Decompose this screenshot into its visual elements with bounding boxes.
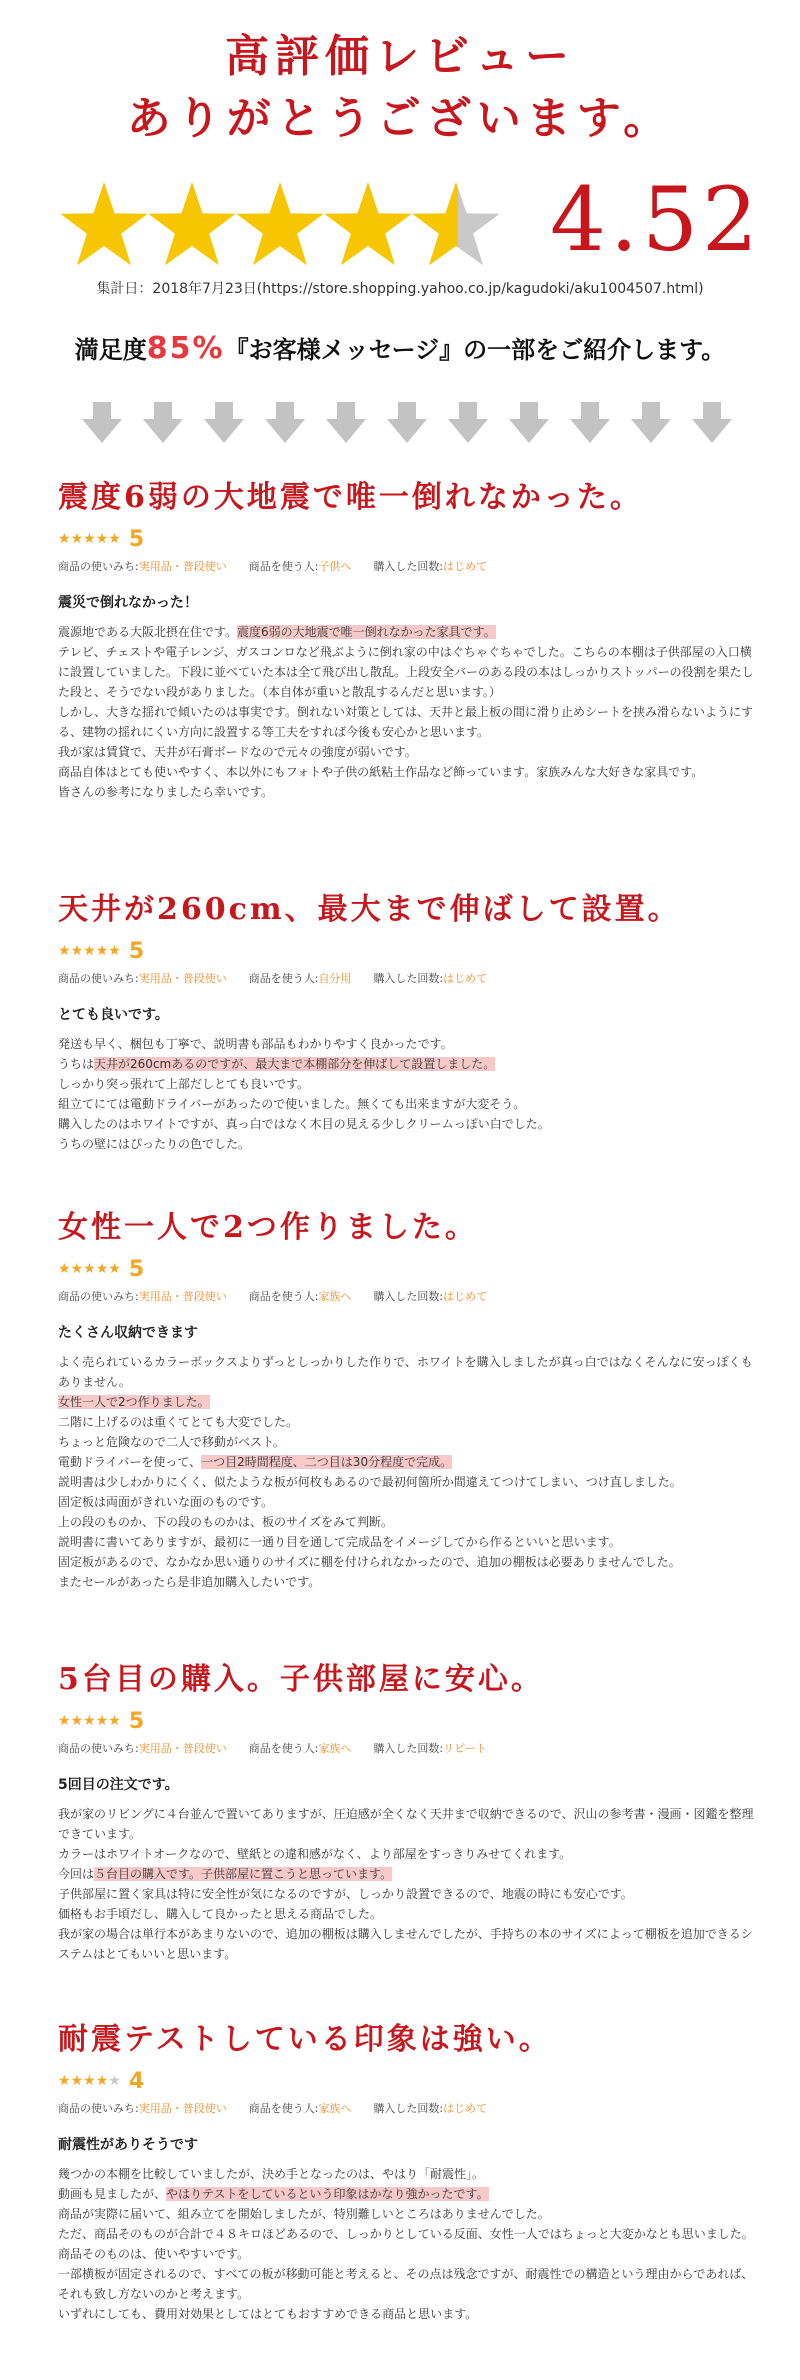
review-title: 震度6弱の大地震で唯一倒れなかった。 bbox=[58, 480, 643, 515]
review-score: 4 bbox=[128, 2068, 145, 2094]
count-label: 購入した回数: bbox=[373, 1290, 444, 1303]
count-label: 購入した回数: bbox=[373, 2102, 444, 2115]
star-icon bbox=[60, 182, 147, 265]
star-partial-icon bbox=[412, 182, 499, 265]
review-line: 商品が実際に届いて、組み立てを開始しましたが、特別難しいところはありませんでした。 bbox=[58, 2207, 550, 2221]
collect-date: 集計日：2018年7月23日(https://store.shopping.yahoo.co.jp/kagudoki/aku1004507.html) bbox=[96, 281, 704, 297]
user-value: 家族へ bbox=[318, 1290, 352, 1303]
user-value: 子供へ bbox=[318, 560, 352, 573]
review-card bbox=[58, 1208, 758, 1592]
review-line: テレビ、チェストや電子レンジ、ガスコンロなど飛ぶように倒れ家の中はぐちゃぐちゃでした。こちらの本棚は子供部屋の入口横に設置していました。下段に並べていた本は全て飛び出し散乱。上段安全バーのある段の本はしっかりストッパーの役割を果たした段と、そうでない段がありました。（本自体が重いと散乱するんだと思います。） bbox=[58, 645, 754, 699]
review-stars bbox=[58, 1708, 758, 1734]
review-heading: 耐震性がありそうです bbox=[58, 2137, 198, 2153]
star-icon bbox=[236, 182, 323, 265]
count-value: はじめて bbox=[443, 1290, 488, 1303]
satisfaction-prefix: 満足度 bbox=[74, 336, 147, 364]
count-label: 購入した回数: bbox=[373, 560, 444, 573]
review-line: 電動ドライバーを使って、一つ目2時間程度、二つ目は30分程度で完成。 bbox=[58, 1455, 453, 1469]
review-line: 動画も見ましたが、やはりテストをしているという印象はかなり強かったです。 bbox=[58, 2187, 489, 2201]
highlight-text: やはりテストをしているという印象はかなり強かったです。 bbox=[166, 2187, 489, 2201]
highlight-text: ５台目の購入です。子供部屋に置こうと思っています。 bbox=[94, 1867, 393, 1881]
review-line: またセールがあったら是非追加購入したいです。 bbox=[58, 1575, 321, 1589]
star-icon: ★ bbox=[83, 1713, 96, 1729]
highlight-text: 震度6弱の大地震で唯一倒れなかった家具です。 bbox=[237, 625, 496, 639]
usage-value: 実用品・普段使い bbox=[138, 560, 227, 573]
user-value: 自分用 bbox=[318, 972, 352, 985]
review-line: しかし、大きな揺れで傾いたのは事実です。倒れない対策としては、天井と最上板の間に滑り止めシートを挟み滑らないようにする、建物の揺れにくい方向に設置する等工夫をすれば今後も安心かと思います。 bbox=[58, 705, 754, 739]
review-line: 震源地である大阪北摂在住です。震度6弱の大地震で唯一倒れなかった家具です。 bbox=[58, 625, 496, 639]
star-icon: ★ bbox=[108, 943, 121, 959]
star-icon: ★ bbox=[95, 1713, 109, 1729]
review-line: 子供部屋に置く家具は特に安全性が気になるのですが、しっかり設置できるので、地震の時にも安心です。 bbox=[58, 1887, 633, 1901]
user-label: 商品を使う人: bbox=[248, 1290, 319, 1303]
review-heading: たくさん収納できます bbox=[58, 1325, 198, 1341]
review-card bbox=[58, 478, 758, 802]
star-icon: ★ bbox=[108, 1261, 121, 1277]
star-icon: ★ bbox=[70, 1713, 84, 1729]
review-line: 今回は５台目の購入です。子供部屋に置こうと思っています。 bbox=[58, 1867, 393, 1881]
star-icon: ★ bbox=[58, 943, 71, 959]
review-line: よく売られているカラーボックスよりずっとしっかりした作りで、ホワイトを購入しましたが真っ白ではなくそんなに安っぽくもありません。 bbox=[58, 1355, 753, 1389]
review-meta bbox=[58, 1740, 758, 1756]
overall-rating bbox=[58, 168, 762, 278]
review-stars bbox=[58, 1256, 758, 1282]
review-meta bbox=[58, 2100, 758, 2116]
user-value: 家族へ bbox=[318, 1742, 352, 1755]
review-body bbox=[58, 622, 758, 802]
review-line: 説明書は少しわかりにくく、似たような板が何枚もあるので最初何箇所か間違えてつけてしまい、つけ直しました。 bbox=[58, 1475, 682, 1489]
review-stars bbox=[58, 938, 758, 964]
star-icon: ★ bbox=[58, 2073, 71, 2089]
usage-label: 商品の使いみち: bbox=[58, 2102, 139, 2115]
user-label: 商品を使う人: bbox=[248, 560, 319, 573]
review-meta bbox=[58, 970, 758, 986]
satisfaction-suffix: 『お客様メッセージ』の一部をご紹介します。 bbox=[224, 336, 726, 364]
usage-label: 商品の使いみち: bbox=[58, 560, 139, 573]
review-line: 幾つかの本棚を比較していましたが、決め手となったのは、やはり「耐震性」。 bbox=[58, 2167, 485, 2181]
review-score: 5 bbox=[128, 1708, 145, 1734]
review-line: ただ、商品そのものが合計で４８キロほどあるので、しっかりとしている反面、女性一人ではちょっと大変かなとも思いました。 bbox=[58, 2227, 754, 2241]
review-line: 上の段のものか、下の段のものかは、板のサイズをみて判断。 bbox=[58, 1515, 394, 1529]
user-value: 家族へ bbox=[318, 2102, 352, 2115]
count-value: はじめて bbox=[443, 2102, 488, 2115]
star-icon: ★ bbox=[108, 531, 121, 547]
review-line: 固定板があるので、なかなか思い通りのサイズに棚を付けられなかったので、追加の棚板は必要ありませんでした。 bbox=[58, 1555, 681, 1569]
star-icon: ★ bbox=[95, 943, 109, 959]
review-line: ちょっと危険なので二人で移動がベスト。 bbox=[58, 1435, 285, 1449]
highlight-text: 女性一人で2つ作りました。 bbox=[58, 1395, 210, 1409]
count-value: はじめて bbox=[443, 972, 488, 985]
star-icon: ★ bbox=[108, 2073, 121, 2089]
satisfaction-percent: 85% bbox=[146, 331, 225, 366]
star-icon: ★ bbox=[58, 1261, 71, 1277]
review-title: 天井が260cm、最大まで伸ばして設置。 bbox=[58, 892, 681, 927]
count-label: 購入した回数: bbox=[373, 1742, 444, 1755]
usage-label: 商品の使いみち: bbox=[58, 1742, 139, 1755]
review-line: 二階に上げるのは重くてとても大変でした。 bbox=[58, 1415, 299, 1429]
review-body bbox=[58, 1352, 758, 1592]
star-icon: ★ bbox=[70, 531, 84, 547]
count-value: リピート bbox=[443, 1742, 487, 1755]
star-icon: ★ bbox=[58, 1713, 71, 1729]
review-heading: 震災で倒れなかった！ bbox=[58, 595, 198, 611]
review-body bbox=[58, 1034, 758, 1154]
star-icon: ★ bbox=[95, 2073, 109, 2089]
down-arrows bbox=[80, 402, 730, 452]
star-icon: ★ bbox=[108, 1713, 121, 1729]
star-icon: ★ bbox=[83, 943, 96, 959]
title-line-2: ありがとうございます。 bbox=[126, 93, 674, 144]
usage-value: 実用品・普段使い bbox=[138, 2102, 227, 2115]
star-icon: ★ bbox=[70, 943, 84, 959]
highlight-text: 一つ目2時間程度、二つ目は30分程度で完成。 bbox=[201, 1455, 453, 1469]
review-score: 5 bbox=[128, 938, 145, 964]
review-heading: 5回目の注文です。 bbox=[58, 1777, 179, 1793]
review-line: 我が家の場合は単行本があまりないので、追加の棚板は購入しませんでしたが、手持ちの本のサイズによって棚板を追加できるシステムはとてもいいと思います。 bbox=[58, 1927, 753, 1961]
user-label: 商品を使う人: bbox=[248, 1742, 319, 1755]
review-line: 商品そのものは、使いやすいです。 bbox=[58, 2247, 250, 2261]
rating-score: 4.52 bbox=[550, 168, 762, 271]
count-label: 購入した回数: bbox=[373, 972, 444, 985]
count-value: はじめて bbox=[443, 560, 488, 573]
review-line: 価格もお手頃だし、購入して良かったと思える商品でした。 bbox=[58, 1907, 383, 1921]
usage-label: 商品の使いみち: bbox=[58, 972, 139, 985]
review-meta bbox=[58, 558, 758, 574]
satisfaction-heading bbox=[0, 330, 800, 366]
review-line: 我が家のリビングに４台並んで置いてありますが、圧迫感が全くなく天井まで収納できるので、沢山の参考書・漫画・図鑑を整理できています。 bbox=[58, 1807, 754, 1841]
review-line: 一部横板が固定されるので、すべての板が移動可能と考えると、その点は残念ですが、耐震性での構造という理由からであれば、それも致し方ないのかと考えます。 bbox=[58, 2267, 754, 2301]
review-line: 説明書に書いてありますが、最初に一通り目を通して完成品をイメージしてから作るといいと思います。 bbox=[58, 1535, 621, 1549]
star-icon: ★ bbox=[83, 1261, 96, 1277]
star-icon: ★ bbox=[95, 1261, 109, 1277]
review-card bbox=[58, 890, 758, 1154]
star-icon: ★ bbox=[83, 2073, 96, 2089]
rating-stars bbox=[58, 178, 528, 278]
highlight-text: 天井が260cmあるのですが、最大まで本棚部分を伸ばして設置しました。 bbox=[94, 1057, 496, 1071]
star-icon: ★ bbox=[83, 531, 96, 547]
title-line-1: 高評価レビュー bbox=[225, 31, 575, 82]
user-label: 商品を使う人: bbox=[248, 972, 319, 985]
review-card bbox=[58, 1660, 758, 1964]
page-title bbox=[0, 26, 800, 150]
review-line: うちは天井が260cmあるのですが、最大まで本棚部分を伸ばして設置しました。 bbox=[58, 1057, 496, 1071]
review-line: 発送も早く、梱包も丁寧で、説明書も部品もわかりやすく良かったです。 bbox=[58, 1037, 453, 1051]
review-line: 我が家は賃貸で、天井が石膏ボードなので元々の強度が弱いです。 bbox=[58, 745, 417, 759]
user-label: 商品を使う人: bbox=[248, 2102, 319, 2115]
review-title: 女性一人で2つ作りました。 bbox=[58, 1210, 478, 1245]
review-score: 5 bbox=[128, 1256, 145, 1282]
usage-value: 実用品・普段使い bbox=[138, 972, 227, 985]
usage-value: 実用品・普段使い bbox=[138, 1290, 227, 1303]
review-line: 固定板は両面がきれいな面のものです。 bbox=[58, 1495, 274, 1509]
review-line: 商品自体はとても使いやすく、本以外にもフォトや子供の紙粘土作品など飾っています。家族みんな大好きな家具です。 bbox=[58, 765, 704, 779]
review-line: うちの壁にはぴったりの色でした。 bbox=[58, 1137, 251, 1151]
review-heading: とても良いです。 bbox=[58, 1007, 169, 1023]
review-card bbox=[58, 2020, 758, 2324]
review-meta bbox=[58, 1288, 758, 1304]
star-icon: ★ bbox=[70, 2073, 84, 2089]
usage-value: 実用品・普段使い bbox=[138, 1742, 227, 1755]
review-line: しっかり突っ張れて上部だしとても良いです。 bbox=[58, 1077, 310, 1091]
review-line: カラーはホワイトオークなので、壁紙との違和感がなく、より部屋をすっきりみせてくれます。 bbox=[58, 1847, 572, 1861]
review-line: 組立てにては電動ドライバーがあったので使いました。無くても出来ますが大変そう。 bbox=[58, 1097, 526, 1111]
star-icon bbox=[324, 182, 411, 265]
review-line: いずれにしても、費用対効果としてはとてもおすすめできる商品と思います。 bbox=[58, 2307, 478, 2321]
review-body bbox=[58, 2164, 758, 2324]
usage-label: 商品の使いみち: bbox=[58, 1290, 139, 1303]
review-title: 5台目の購入。子供部屋に安心。 bbox=[58, 1662, 544, 1697]
star-icon bbox=[148, 182, 235, 265]
review-line: 皆さんの参考になりましたら幸いです。 bbox=[58, 785, 274, 799]
star-icon: ★ bbox=[58, 531, 71, 547]
star-icon: ★ bbox=[70, 1261, 84, 1277]
review-line: 購入したのはホワイトですが、真っ白ではなく木目の見える少しクリームっぽい白でした。 bbox=[58, 1117, 550, 1131]
review-title: 耐震テストしている印象は強い。 bbox=[58, 2022, 552, 2057]
review-stars bbox=[58, 2068, 758, 2094]
review-stars bbox=[58, 526, 758, 552]
star-icon: ★ bbox=[95, 531, 109, 547]
review-score: 5 bbox=[128, 526, 145, 552]
review-line bbox=[58, 1392, 758, 1412]
review-body bbox=[58, 1804, 758, 1964]
